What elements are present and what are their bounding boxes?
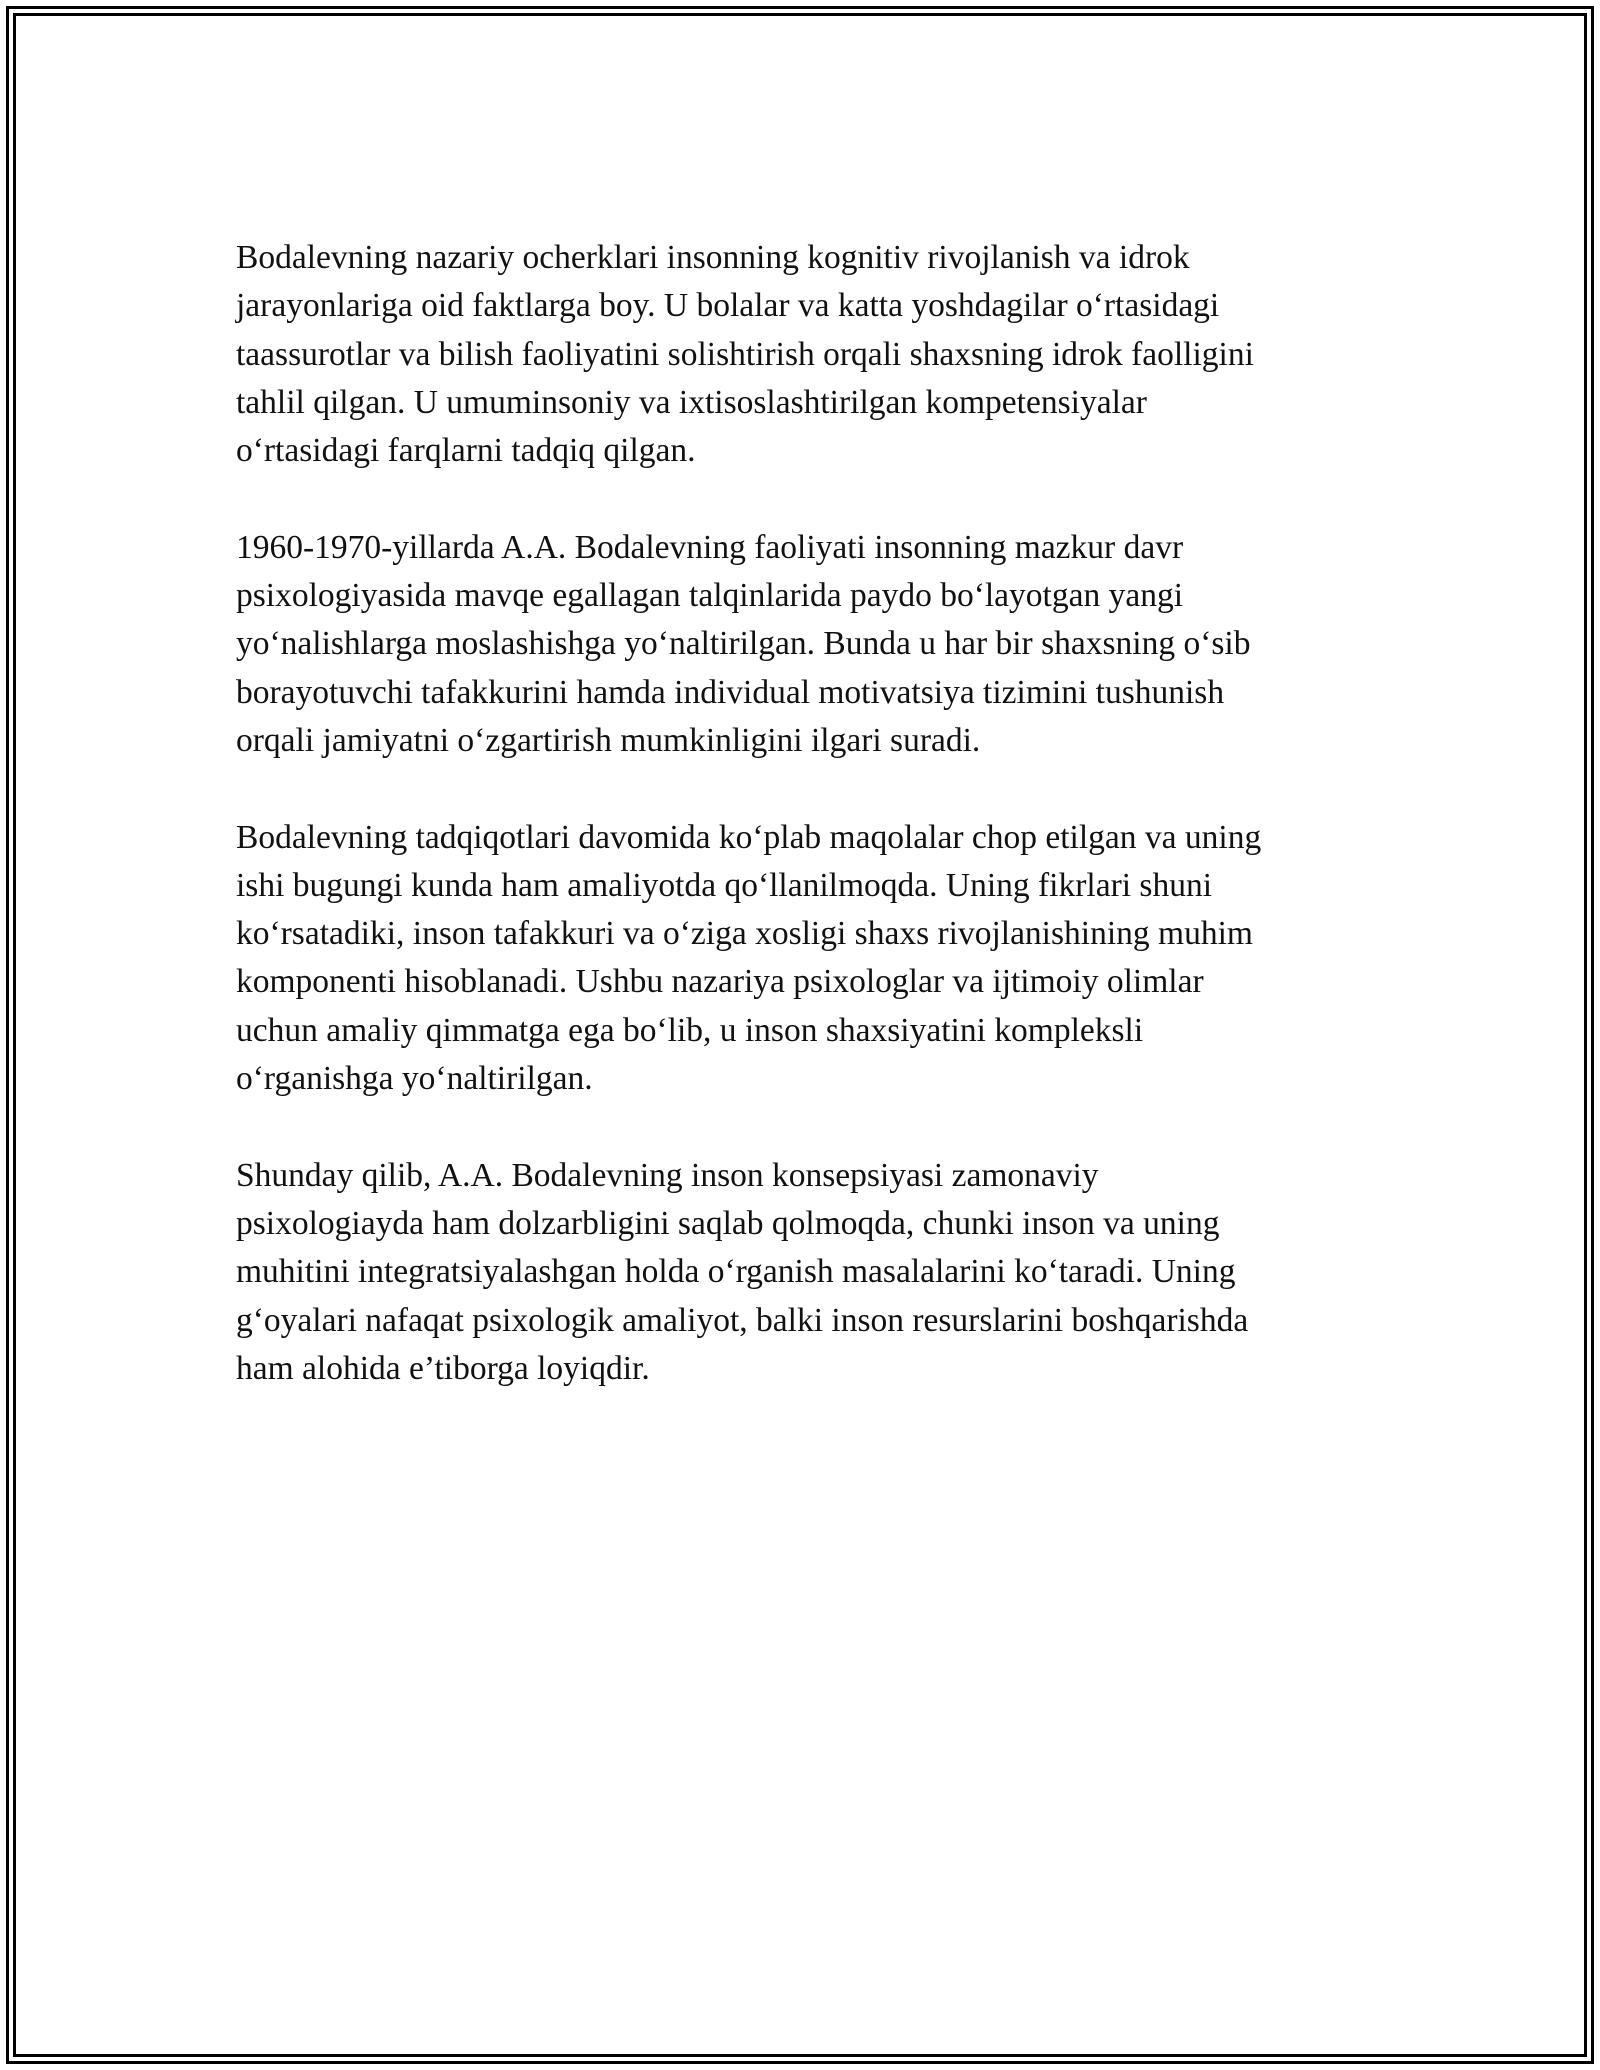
document-body [236, 234, 1366, 1441]
paragraph-3: Bodalevning tadqiqotlari davomida ko‘plab maqolalar chop etilgan va uning ishi bugungi kunda ham amaliyotda qo‘llanilmoqda. Uning fikrlari shuni ko‘rsatadiki, inson tafakkuri va o‘ziga xosligi shaxs rivojlanishining muhim komponenti hisoblanadi. Ushbu nazariya psixologlar va ijtimoiy olimlar uchun amaliy qimmatga ega bo‘lib, u inson shaxsiyatini kompleksli o‘rganishga yo‘naltirilgan. [236, 818, 1262, 1098]
paragraph-2: 1960-1970-yillarda A.A. Bodalevning faoliyati insonning mazkur davr psixologiyasida mavqe egallagan talqinlarida paydo bo‘layotgan yangi yo‘nalishlarga moslashishga yo‘naltirilgan. Bunda u har bir shaxsning o‘sib borayotuvchi tafakkurini hamda individual motivatsiya tizimini tushunish orqali jamiyatni o‘zgartirish mumkinligini ilgari suradi. [236, 528, 1251, 759]
paragraph-4: Shunday qilib, A.A. Bodalevning inson konsepsiyasi zamonaviy psixologiayda ham dolzarbligini saqlab qolmoqda, chunki inson va uning muhitini integratsiyalashgan holda o‘rganish masalalarini ko‘taradi. Uning g‘oyalari nafaqat psixologik amaliyot, balki inson resurslarini boshqarishda ham alohida e’tiborga loyiqdir. [236, 1156, 1249, 1387]
paragraph-1: Bodalevning nazariy ocherklari insonning kognitiv rivojlanish va idrok jarayonlariga oid faktlarga boy. U bolalar va katta yoshdagilar o‘rtasidagi taassurotlar va bilish faoliyatini solishtirish orqali shaxsning idrok faolligini tahlil qilgan. U umuminsoniy va ixtisoslashtirilgan kompetensiyalar o‘rtasidagi farqlarni tadqiq qilgan. [236, 239, 1254, 470]
